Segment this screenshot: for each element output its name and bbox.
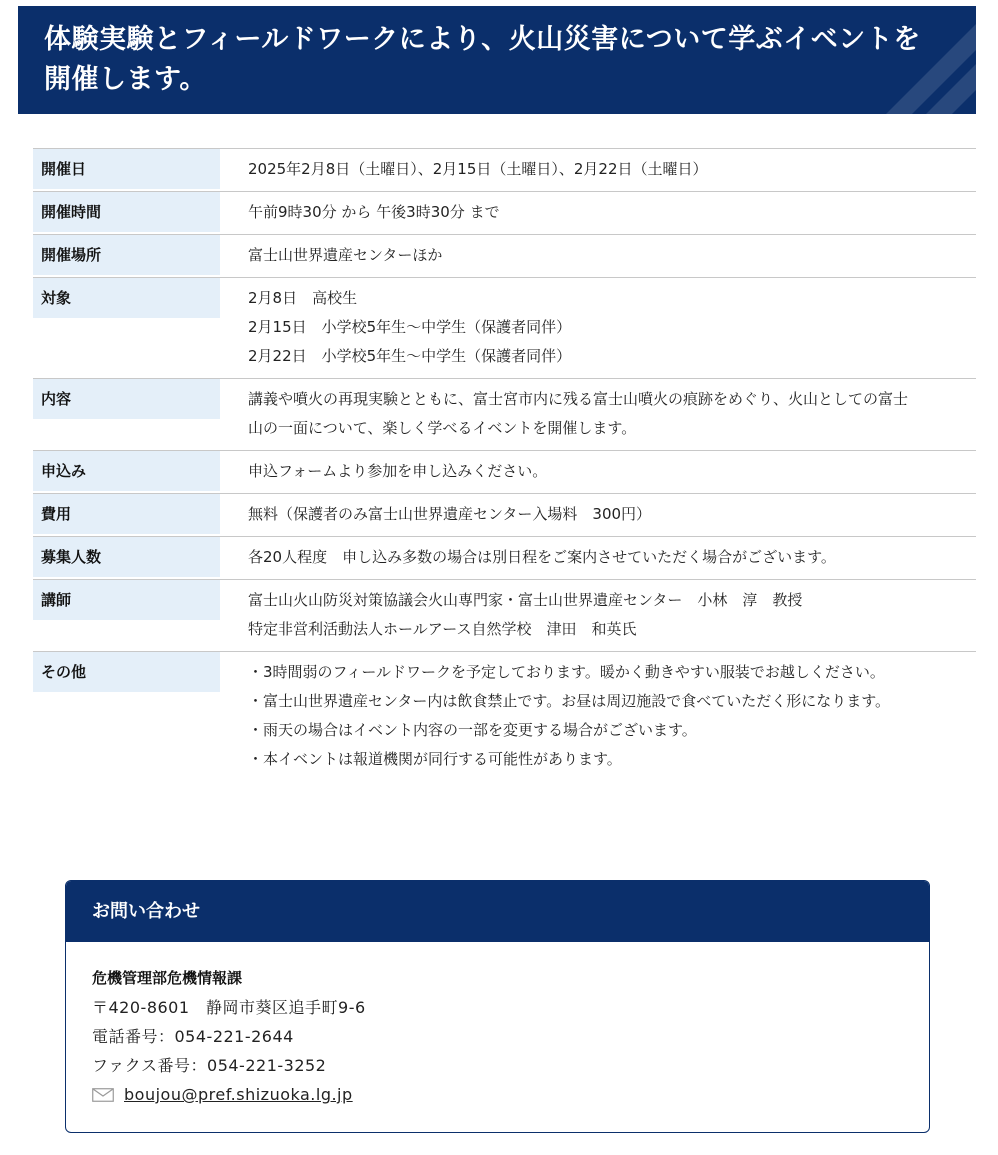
header-stripes-decoration	[866, 6, 976, 114]
info-value	[248, 235, 976, 277]
info-value-line: 申込フォームより参加を申し込みください。	[248, 462, 548, 480]
info-value	[248, 451, 976, 493]
info-label: 開催場所	[33, 235, 220, 275]
contact-email-link[interactable]: boujou@pref.shizuoka.lg.jp	[124, 1085, 353, 1104]
contact-heading: お問い合わせ	[66, 881, 929, 942]
info-value-line: 2025年2月8日（土曜日）、2月15日（土曜日）、2月22日（土曜日）	[248, 160, 708, 178]
info-value-line: 2月15日 小学校5年生～中学生（保護者同伴）	[248, 318, 572, 336]
info-value	[248, 192, 976, 234]
info-value	[248, 278, 976, 378]
info-value-line: 富士山火山防災対策協議会火山専門家・富士山世界遺産センター 小林 淳 教授	[248, 591, 803, 609]
info-value	[248, 580, 976, 651]
info-value-line: 2月22日 小学校5年生～中学生（保護者同伴）	[248, 347, 572, 365]
info-value-line: ・富士山世界遺産センター内は飲食禁止です。お昼は周辺施設で食べていただく形になります。	[248, 692, 891, 710]
info-label: 内容	[33, 379, 220, 419]
info-value-line: 富士山世界遺産センターほか	[248, 246, 443, 264]
contact-phone: 電話番号：054-221-2644	[92, 1027, 294, 1046]
info-row	[33, 579, 976, 651]
info-value-line: 特定非営利活動法人ホールアース自然学校 津田 和英氏	[248, 620, 637, 638]
contact-email-row	[92, 1080, 929, 1109]
info-value-line: ・3時間弱のフィールドワークを予定しております。暖かく動きやすい服装でお越しください。	[248, 663, 885, 681]
contact-address: 〒420-8601 静岡市葵区追手町9-6	[92, 998, 366, 1017]
info-value	[248, 379, 976, 450]
info-row	[33, 493, 976, 536]
info-row	[33, 277, 976, 378]
info-label: その他	[33, 652, 220, 692]
event-info-table	[33, 148, 976, 781]
info-label: 費用	[33, 494, 220, 534]
info-value-line: 無料（保護者のみ富士山世界遺産センター入場料 300円）	[248, 505, 652, 523]
info-value-line: 午前9時30分 から 午後3時30分 まで	[248, 203, 500, 221]
info-value	[248, 652, 976, 781]
info-row	[33, 651, 976, 781]
info-value-line: ・雨天の場合はイベント内容の一部を変更する場合がございます。	[248, 721, 697, 739]
info-value-line: 各20人程度 申し込み多数の場合は別日程をご案内させていただく場合がございます。	[248, 548, 836, 566]
info-row	[33, 378, 976, 450]
page-title: 体験実験とフィールドワークにより、火山災害について学ぶイベントを開催します。	[44, 24, 921, 95]
info-label: 申込み	[33, 451, 220, 491]
info-value-line: 2月8日 高校生	[248, 289, 358, 307]
info-row	[33, 536, 976, 579]
contact-body	[66, 942, 929, 1109]
info-label: 講師	[33, 580, 220, 620]
info-label: 募集人数	[33, 537, 220, 577]
info-label: 対象	[33, 278, 220, 318]
info-value	[248, 494, 976, 536]
page-header	[18, 6, 976, 114]
info-row	[33, 234, 976, 277]
info-value-line: ・本イベントは報道機関が同行する可能性があります。	[248, 750, 622, 768]
info-value-line: 講義や噴火の再現実験とともに、富士宮市内に残る富士山噴火の痕跡をめぐり、火山としての富士	[248, 390, 909, 408]
contact-department: 危機管理部危機情報課	[92, 969, 243, 987]
info-value	[248, 149, 976, 191]
info-label: 開催時間	[33, 192, 220, 232]
contact-box	[65, 880, 930, 1133]
info-value-line: 山の一面について、楽しく学べるイベントを開催します。	[248, 419, 637, 437]
info-label: 開催日	[33, 149, 220, 189]
info-row	[33, 148, 976, 191]
mail-icon	[92, 1088, 114, 1102]
info-value	[248, 537, 976, 579]
info-row	[33, 450, 976, 493]
info-row	[33, 191, 976, 234]
contact-fax: ファクス番号：054-221-3252	[92, 1056, 327, 1075]
